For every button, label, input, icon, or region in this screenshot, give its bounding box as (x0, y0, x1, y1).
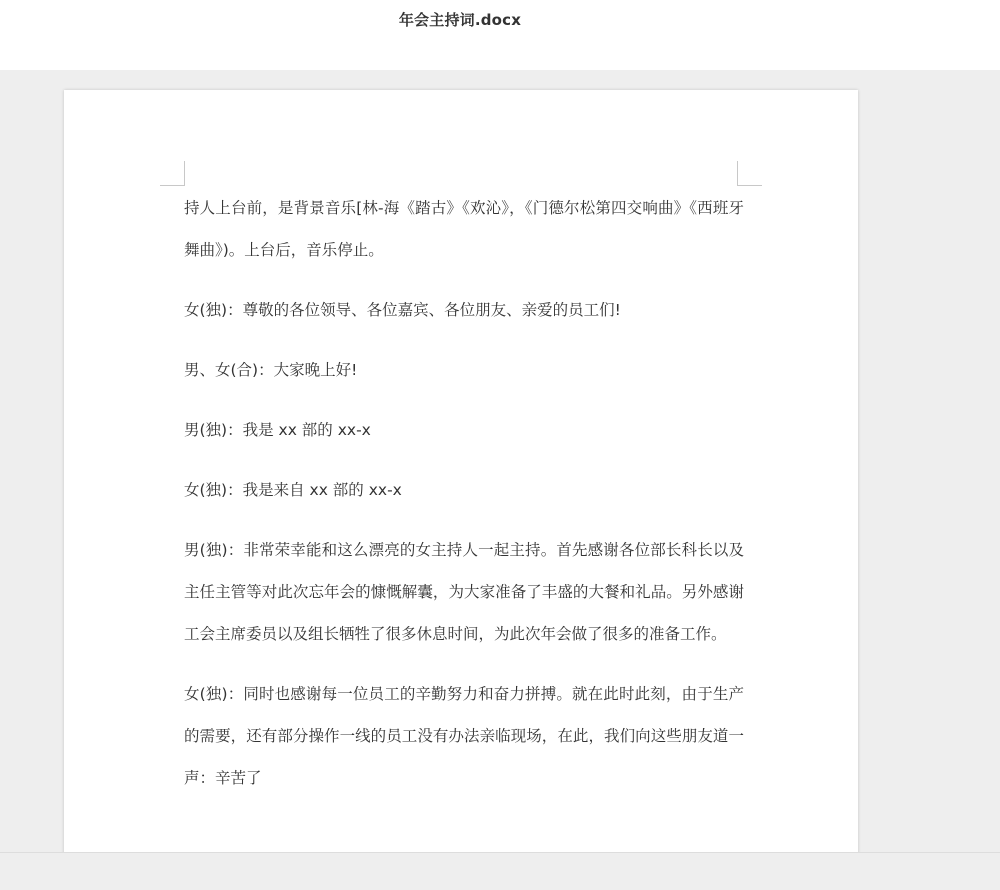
paragraph[interactable]: 男(独)：我是 xx 部的 xx-x (184, 421, 371, 439)
document-workspace[interactable] (0, 70, 1000, 852)
margin-corner-top-right (737, 161, 762, 186)
paragraph[interactable]: 女(独)：同时也感谢每一位员工的辛勤努力和奋力拼搏。就在此时此刻，由于生产的需要，还有部分操作一线的员工没有办法亲临现场，在此，我们向这些朋友道一声：辛苦了 (184, 685, 744, 787)
paragraph[interactable]: 女(独)：尊敬的各位领导、各位嘉宾、各位朋友、亲爱的员工们! (184, 301, 621, 319)
margin-corner-top-left (160, 161, 185, 186)
document-page[interactable] (64, 90, 858, 870)
status-bar (0, 852, 1000, 890)
paragraph[interactable]: 女(独)：我是来自 xx 部的 xx-x (184, 481, 402, 499)
paragraph[interactable]: 持人上台前，是背景音乐[林-海《踏古》《欢沁》，《门德尔松第四交响曲》《西班牙舞曲》)。上台后，音乐停止。 (184, 199, 744, 259)
document-body[interactable] (184, 187, 744, 817)
document-title: 年会主持词.docx (398, 11, 522, 29)
title-bar (0, 0, 1000, 70)
paragraph[interactable]: 男、女(合)：大家晚上好! (184, 361, 358, 379)
paragraph[interactable]: 男(独)：非常荣幸能和这么漂亮的女主持人一起主持。首先感谢各位部长科长以及主任主管等对此次忘年会的慷慨解囊，为大家准备了丰盛的大餐和礼品。另外感谢工会主席委员以及组长牺牲了很多休息时间，为此次年会做了很多的准备工作。 (184, 541, 744, 643)
